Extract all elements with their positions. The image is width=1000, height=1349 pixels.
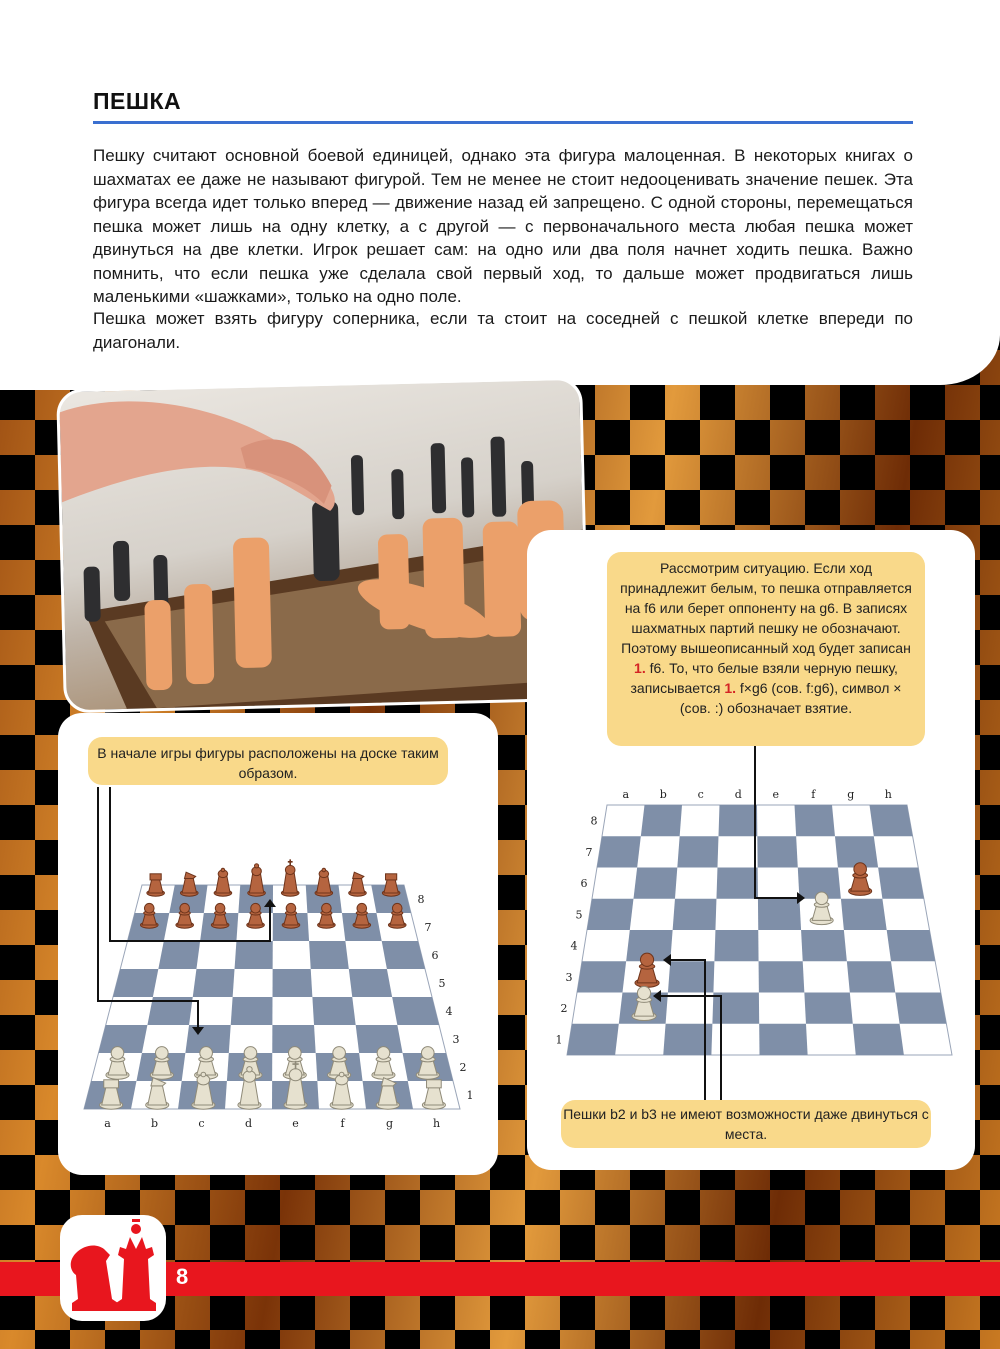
file-label-g: g	[847, 788, 855, 801]
dark-square	[567, 1024, 619, 1055]
rank-label-1: 1	[555, 1033, 563, 1047]
board-squares	[567, 805, 952, 1055]
dark-square	[835, 836, 878, 867]
dark-square	[633, 868, 677, 899]
file-label-a: a	[104, 1117, 111, 1130]
notation-text-3: f×g6 (сов. f:g6), символ × (сов. :) обозначает взятие.	[679, 680, 902, 716]
dark-square	[804, 993, 852, 1024]
dark-square	[193, 969, 235, 997]
notation-move-number-2: 1.	[724, 680, 736, 696]
dark-square	[847, 961, 895, 992]
file-label-c: c	[697, 788, 704, 801]
text-area-curve	[720, 0, 1000, 140]
starting-position-callout: В начале игры фигуры расположены на доске таким образом.	[88, 737, 448, 785]
file-label-d: d	[244, 1117, 253, 1130]
dark-square	[870, 805, 913, 836]
title-underline	[93, 121, 913, 124]
dark-square	[668, 961, 714, 992]
dark-square	[641, 805, 682, 836]
chess-hand-photo	[56, 377, 590, 714]
rank-label-1: 1	[466, 1089, 474, 1102]
rank-label-8: 8	[417, 893, 425, 906]
dark-square	[887, 930, 935, 961]
dark-square	[231, 997, 273, 1025]
file-label-b: b	[659, 788, 667, 801]
dark-square	[392, 997, 439, 1025]
dark-square	[716, 868, 757, 899]
chess-photo-illustration	[59, 380, 587, 711]
rank-label-2: 2	[560, 1002, 568, 1016]
file-label-d: d	[734, 788, 742, 801]
dark-square	[158, 941, 200, 969]
chess-knight-and-queen-icon	[60, 1215, 166, 1321]
dark-square	[677, 836, 718, 867]
file-label-g: g	[385, 1117, 394, 1130]
capture-paragraph: Пешка может взять фигуру соперника, если та стоит на соседней с пешкой клетке впереди по диагонали.	[93, 309, 913, 352]
rank-label-4: 4	[445, 1005, 453, 1018]
file-label-a: a	[622, 788, 630, 801]
dark-square	[759, 961, 805, 992]
rank-label-5: 5	[438, 977, 446, 990]
page-number: 8	[176, 1264, 189, 1289]
dark-square	[758, 899, 801, 930]
file-label-c: c	[198, 1117, 205, 1130]
dark-square	[759, 1024, 807, 1055]
black-piece-e8	[281, 859, 299, 896]
black-piece-b8	[180, 872, 198, 896]
pawn-moves-board	[527, 530, 975, 1170]
black-piece-f8	[315, 868, 333, 896]
dark-square	[382, 941, 425, 969]
dark-square	[714, 930, 758, 961]
rank-label-2: 2	[459, 1061, 467, 1074]
dark-square	[577, 961, 626, 992]
dark-square	[853, 1024, 904, 1055]
file-label-b: b	[150, 1117, 159, 1130]
dark-square	[801, 930, 847, 961]
dark-square	[273, 969, 313, 997]
rank-label-7: 7	[585, 845, 593, 859]
notation-text-2: f6. То, что белые взяли черную пешку, записывается	[630, 660, 898, 696]
file-label-f: f	[340, 1117, 345, 1130]
dark-square	[597, 836, 641, 867]
black-piece-c8	[214, 868, 232, 896]
starting-position-board	[58, 713, 498, 1175]
rank-label-4: 4	[570, 939, 578, 953]
pawn-moves-panel	[527, 530, 975, 1170]
file-label-h: h	[884, 788, 892, 801]
file-label-h: h	[432, 1117, 441, 1130]
notation-text-1: Рассмотрим ситуацию. Если ход принадлежит белым, то пешка отправляется на f6 или берет оппоненту на g6. В записях шахматных партий пешку не обозначают. Поэтому вышеописанный ход будет записан	[620, 560, 912, 656]
dark-square	[349, 969, 392, 997]
dark-square	[795, 805, 835, 836]
rank-label-3: 3	[565, 970, 573, 984]
dark-square	[841, 899, 887, 930]
rank-label-6: 6	[580, 877, 588, 891]
dark-square	[587, 899, 633, 930]
rank-label-6: 6	[431, 949, 439, 962]
dark-square	[99, 1025, 148, 1053]
rank-label-8: 8	[590, 814, 598, 828]
dark-square	[718, 805, 757, 836]
rank-label-5: 5	[575, 908, 583, 922]
blocked-pawns-callout: Пешки b2 и b3 не имеют возможности даже двинуться с места.	[561, 1100, 931, 1148]
notation-move-number-1: 1.	[634, 660, 646, 676]
dark-square	[312, 997, 355, 1025]
dark-square	[113, 969, 158, 997]
black-piece-g8	[349, 872, 367, 896]
page-title: ПЕШКА	[93, 88, 182, 114]
dark-square	[235, 941, 273, 969]
file-label-e: e	[772, 788, 780, 801]
dark-square	[712, 993, 759, 1024]
black-piece-d8	[248, 864, 266, 896]
dark-square	[309, 941, 349, 969]
starting-position-panel	[58, 713, 498, 1175]
dark-square	[757, 836, 797, 867]
dark-square	[878, 868, 924, 899]
rank-label-7: 7	[424, 921, 432, 934]
intro-paragraph: Пешку считают основной боевой единицей, однако эта фигура малоценная. В некоторых книгах о шахматах ее даже не называют фигурой. Тем не менее не стоит недооценивать значение пешек. Эта фигура всегда идет только вперед — движение назад ей запрещено. С одной стороны, перемещаться пешка может лишь на одну клетку, а с другой — с первоначального места любая пешка может двинуться на две клетки. Игрок решает сам: на одно или два поля начнет ходить пешка. Важно помнить, что если пешка уже сделала свой первый ход, то дальше может продвигаться лишь маленькими «шажками», только на одно поле.	[93, 146, 913, 306]
rank-label-3: 3	[452, 1033, 460, 1046]
dark-square	[895, 993, 946, 1024]
file-label-e: e	[292, 1117, 299, 1130]
file-label-f: f	[811, 788, 816, 801]
board-squares	[84, 885, 460, 1109]
dark-square	[673, 899, 717, 930]
